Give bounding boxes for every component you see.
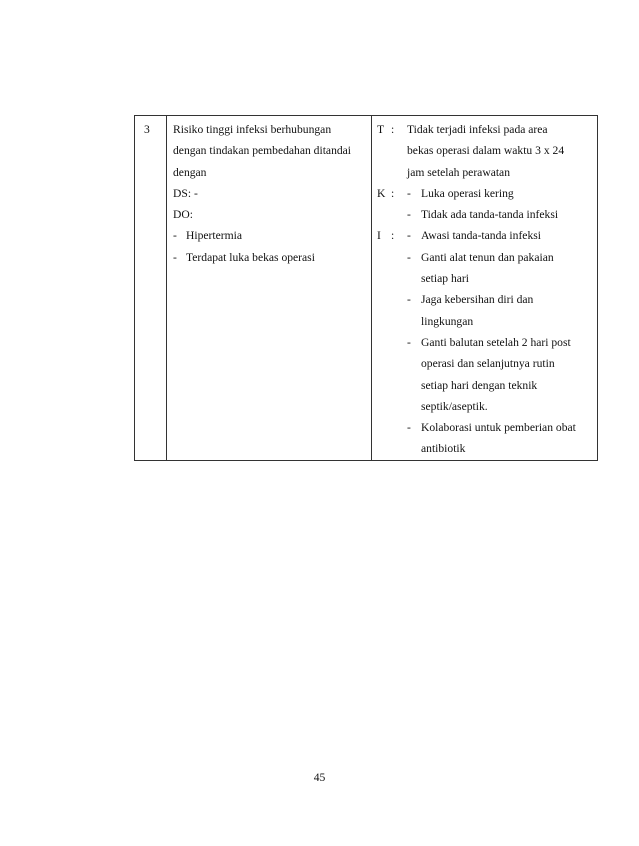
- bullet-dash: -: [407, 229, 411, 243]
- intervention-list: [407, 225, 597, 459]
- bullet-dash: -: [407, 421, 411, 435]
- bullet-dash: -: [407, 335, 411, 349]
- goal-colon: :: [391, 123, 395, 136]
- page-number: 45: [313, 771, 326, 784]
- intervention-item: [407, 225, 597, 246]
- row-number-cell: [135, 116, 167, 461]
- objective-bullet-text: Terdapat luka bekas operasi: [186, 250, 315, 264]
- goal-text: [407, 119, 597, 183]
- objective-bullet: [173, 247, 369, 268]
- diagnosis-line: dengan tindakan pembedahan ditandai: [173, 144, 352, 158]
- criteria-item: [407, 183, 597, 204]
- intervention-item-line: lingkungan: [421, 314, 474, 328]
- care-plan-table: [134, 115, 598, 461]
- intervention-item: [407, 332, 597, 417]
- intervention-item-line: septik/aseptik.: [421, 399, 488, 413]
- diagnosis-cell: [167, 116, 372, 461]
- care-plan-cell: [372, 116, 598, 461]
- intervention-item-line: setiap hari: [421, 272, 469, 286]
- intervention-key: I: [377, 229, 381, 243]
- intervention-item-line: Ganti alat tenun dan pakaian: [421, 250, 554, 264]
- criteria-list: [407, 183, 597, 226]
- intervention-item-line: setiap hari dengan teknik: [421, 378, 538, 392]
- intervention-item-line: Kolaborasi untuk pemberian obat: [421, 421, 576, 435]
- intervention-item-line: antibiotik: [421, 442, 466, 456]
- criteria-item-line: Luka operasi kering: [421, 186, 514, 200]
- goal-key: T: [377, 123, 385, 136]
- intervention-item-line: Jaga kebersihan diri dan: [421, 293, 534, 307]
- bullet-dash: -: [407, 250, 411, 264]
- goal-line: jam setelah perawatan: [407, 165, 511, 179]
- intervention-colon: :: [391, 229, 395, 243]
- table-row: [135, 116, 598, 461]
- goal-section: [377, 119, 597, 183]
- bullet-dash: -: [173, 229, 177, 243]
- bullet-dash: -: [407, 186, 411, 200]
- bullet-dash: -: [407, 293, 411, 307]
- intervention-item-line: Awasi tanda-tanda infeksi: [421, 229, 541, 243]
- goal-line: Tidak terjadi infeksi pada area: [407, 123, 548, 136]
- objective-bullet: [173, 225, 369, 246]
- intervention-item-line: Ganti balutan setelah 2 hari post: [421, 335, 571, 349]
- criteria-key: K: [377, 186, 386, 200]
- diagnosis-line: dengan: [173, 165, 207, 179]
- objective-bullet-text: Hipertermia: [186, 229, 243, 243]
- criteria-item: [407, 204, 597, 225]
- care-plan-text: [372, 116, 597, 460]
- criteria-item-line: Tidak ada tanda-tanda infeksi: [421, 208, 559, 222]
- diagnosis-text: [167, 116, 371, 268]
- objective-data-label: DO:: [173, 208, 193, 222]
- bullet-dash: -: [407, 208, 411, 222]
- row-number: 3: [144, 123, 150, 136]
- intervention-item-line: operasi dan selanjutnya rutin: [421, 357, 555, 371]
- diagnosis-line: Risiko tinggi infeksi berhubungan: [173, 123, 332, 136]
- bullet-dash: -: [173, 250, 177, 264]
- intervention-item: [407, 289, 597, 332]
- criteria-section: [377, 183, 597, 226]
- criteria-colon: :: [391, 186, 395, 200]
- intervention-item: [407, 417, 597, 460]
- intervention-section: [377, 225, 597, 459]
- goal-line: bekas operasi dalam waktu 3 x 24: [407, 144, 565, 158]
- subjective-data-label: DS: -: [173, 186, 198, 200]
- intervention-item: [407, 247, 597, 290]
